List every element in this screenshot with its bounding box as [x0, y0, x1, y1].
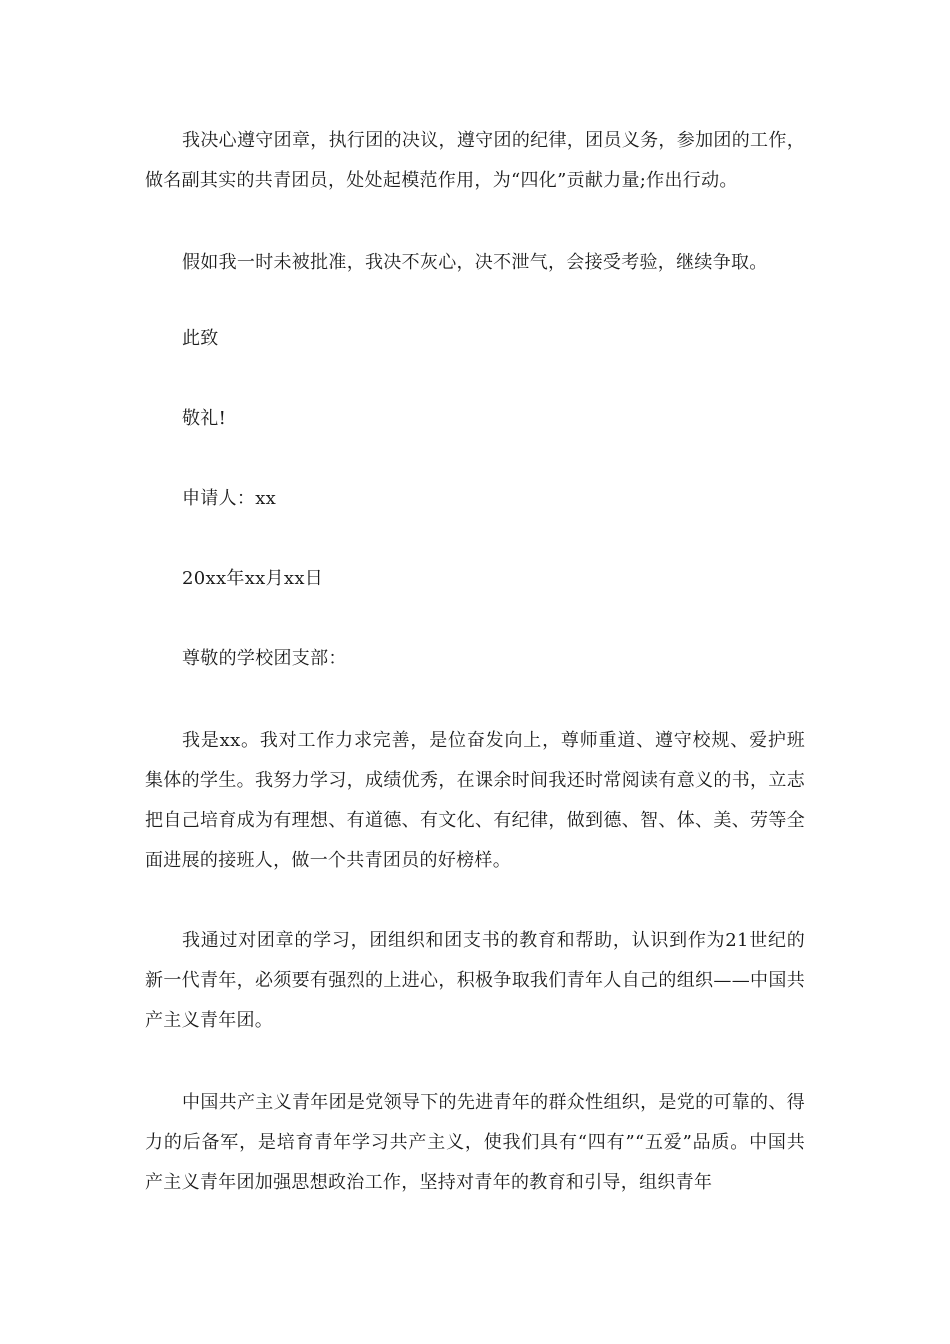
closing-salutation: 此致: [182, 328, 219, 349]
letter-greeting: 尊敬的学校团支部：: [182, 648, 347, 669]
paragraph-resolution: 我决心遵守团章，执行团的决议，遵守团的纪律，团员义务，参加团的工作，做名副其实的共青团员，处处起模范作用，为“四化”贡献力量;作出行动。: [145, 130, 805, 191]
paragraph-league-description: 中国共产主义青年团是党领导下的先进青年的群众性组织，是党的可靠的、得力的后备军，是培育青年学习共产主义，使我们具有“四有”“五爱”品质。中国共产主义青年团加强思想政治工作，坚持对青年的教育和引导，组织青年: [145, 1092, 805, 1193]
applicant-signature: 申请人：xx: [182, 488, 277, 509]
paragraph-understanding: 我通过对团章的学习，团组织和团支书的教育和帮助，认识到作为21世纪的新一代青年，必须要有强烈的上进心，积极争取我们青年人自己的组织——中国共产主义青年团。: [145, 930, 805, 1031]
paragraph-self-introduction: 我是xx。我对工作力求完善，是位奋发向上，尊师重道、遵守校规、爱护班集体的学生。我努力学习，成绩优秀，在课余时间我还时常阅读有意义的书，立志把自己培育成为有理想、有道德、有文化、有纪律，做到德、智、体、美、劳等全面进展的接班人，做一个共青团员的好榜样。: [145, 730, 805, 871]
closing-regards: 敬礼!: [182, 408, 227, 429]
application-date: 20xx年xx月xx日: [182, 568, 324, 589]
paragraph-not-approved: 假如我一时未被批准，我决不灰心，决不泄气，会接受考验，继续争取。: [182, 252, 768, 273]
